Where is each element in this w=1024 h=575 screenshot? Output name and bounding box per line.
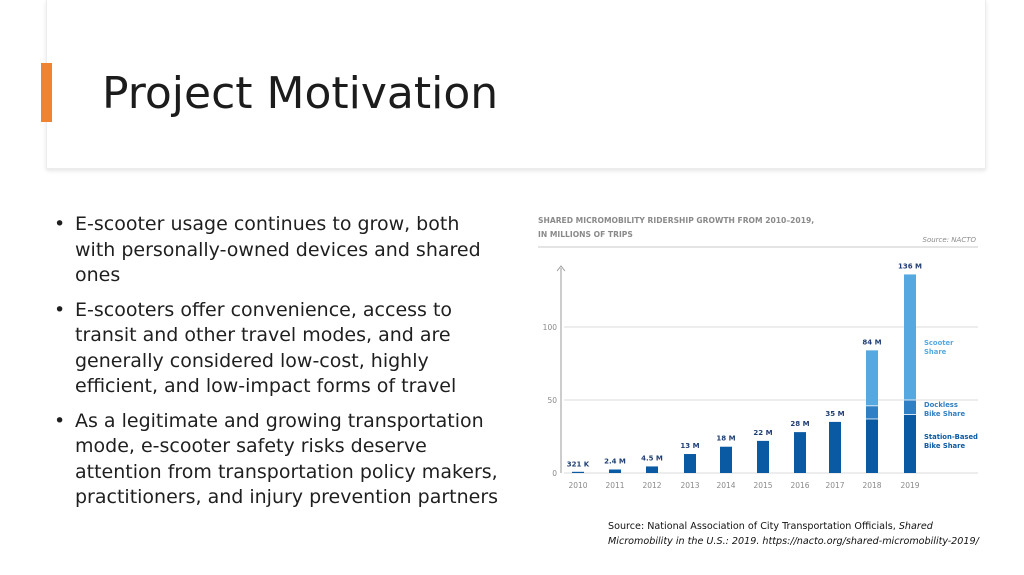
- bar-2011-segment: [609, 469, 621, 473]
- bar-2013-segment: [684, 454, 696, 473]
- source-note-italic: Shared Micromobility in the U.S.: 2019. https://nacto.org/shared-micromobility-2019/: [608, 521, 979, 547]
- bullet-item: [54, 298, 504, 400]
- bar-total-label: 18 M: [716, 434, 736, 443]
- bullet-item: [54, 212, 504, 289]
- source-note-text: Source: National Association of City Transportation Officials,: [608, 521, 899, 532]
- bar-2010-segment: [572, 472, 584, 473]
- bar-total-label: 321 K: [566, 460, 590, 469]
- legend-label: Dockless: [924, 401, 958, 409]
- bar-total-label: 84 M: [862, 338, 882, 347]
- bar-2016-segment: [794, 432, 806, 473]
- page-title: Project Motivation: [102, 68, 499, 119]
- bar-total-label: 4.5 M: [641, 454, 663, 463]
- x-tick-label: 2018: [862, 481, 882, 490]
- bar-total-label: 13 M: [680, 442, 700, 451]
- x-tick-label: 2017: [825, 481, 845, 490]
- legend-label: Scooter: [924, 339, 954, 347]
- x-tick-label: 2011: [605, 481, 625, 490]
- bar-total-label: 28 M: [790, 420, 810, 429]
- bar-2017-segment: [829, 422, 841, 473]
- x-tick-label: 2013: [680, 481, 700, 490]
- x-tick-label: 2016: [790, 481, 810, 490]
- x-tick-label: 2019: [900, 481, 920, 490]
- bar-2018-segment: [866, 406, 878, 419]
- bar-total-label: 2.4 M: [604, 457, 626, 466]
- bar-2012-segment: [646, 466, 658, 473]
- bar-total-label: 22 M: [753, 428, 773, 437]
- legend-label: Bike Share: [924, 442, 966, 450]
- bullet-text: As a legitimate and growing transportation mode, e-scooter safety risks deserve attention from transportation policy makers, practitioners, and injury prevention partners: [75, 409, 499, 508]
- legend-label: Station-Based: [924, 433, 978, 441]
- title-accent-bar: [41, 63, 52, 122]
- bullet-text: E-scooter usage continues to grow, both with personally-owned devices and shared ones: [75, 213, 481, 286]
- bullet-list: [54, 212, 504, 520]
- bar-2018-segment: [866, 350, 878, 405]
- y-tick-label: 0: [552, 469, 557, 478]
- bullet-dot: •: [54, 213, 66, 235]
- source-note: [608, 519, 988, 549]
- bar-2019-segment: [904, 400, 916, 415]
- x-tick-label: 2015: [753, 481, 773, 490]
- chart-title: SHARED MICROMOBILITY RIDERSHIP GROWTH FROM 2010–2019,: [538, 216, 815, 225]
- x-tick-label: 2014: [716, 481, 736, 490]
- x-tick-label: 2012: [642, 481, 662, 490]
- chart-svg: [532, 208, 988, 498]
- y-tick-label: 100: [542, 323, 557, 332]
- y-tick-label: 50: [547, 396, 557, 405]
- bullet-text: E-scooters offer convenience, access to transit and other travel modes, and are generally considered low-cost, highly efficient, and low-impact forms of travel: [75, 298, 457, 397]
- bar-2018-segment: [866, 419, 878, 473]
- bullet-dot: •: [54, 298, 66, 321]
- x-tick-label: 2010: [568, 481, 588, 490]
- chart-source: Source: NACTO: [922, 236, 976, 244]
- bullet-dot: •: [54, 409, 66, 432]
- legend-label: Bike Share: [924, 410, 966, 418]
- ridership-chart: [532, 208, 988, 498]
- bar-2015-segment: [757, 441, 769, 473]
- legend-label: Share: [924, 348, 947, 356]
- bar-total-label: 136 M: [897, 262, 923, 271]
- bar-2019-segment: [904, 415, 916, 473]
- bar-total-label: 35 M: [825, 409, 845, 418]
- bar-2019-segment: [904, 274, 916, 400]
- bar-2014-segment: [720, 447, 732, 473]
- chart-subtitle: IN MILLIONS OF TRIPS: [538, 230, 633, 239]
- bullet-item: [54, 409, 504, 511]
